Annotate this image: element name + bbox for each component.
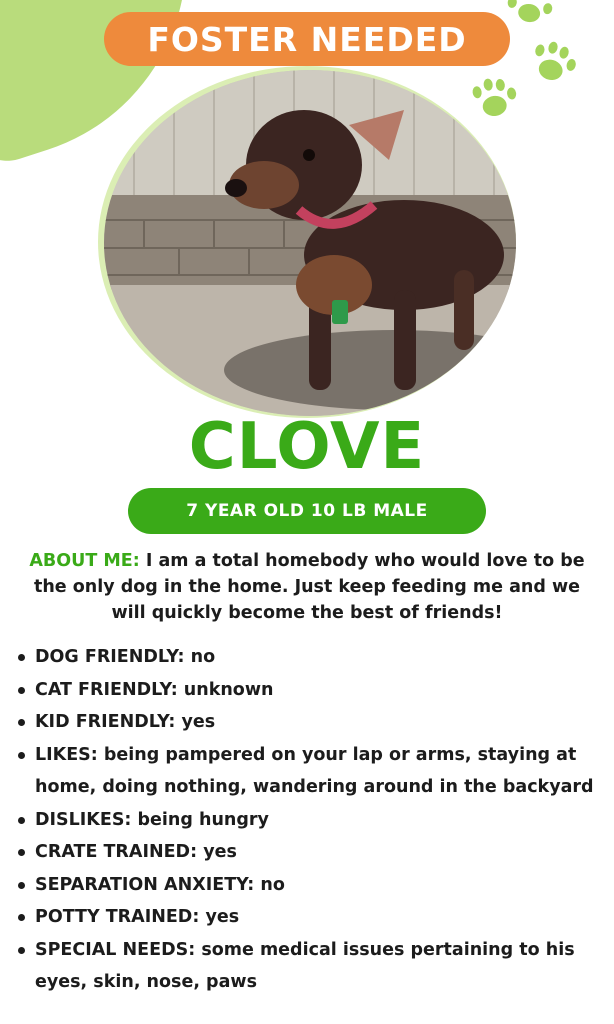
fact-likes	[14, 739, 610, 804]
fact-value: yes	[205, 907, 240, 927]
paw-print-icon	[523, 37, 581, 94]
foster-needed-banner	[104, 12, 510, 66]
fact-key: POTTY TRAINED:	[35, 907, 200, 927]
fact-key: SPECIAL NEEDS:	[35, 939, 196, 960]
facts-list	[14, 641, 610, 999]
fact-key: LIKES:	[35, 744, 98, 765]
pet-name: CLOVE	[188, 410, 426, 484]
fact-separation-anxiety	[14, 869, 610, 902]
pet-summary-badge	[128, 488, 486, 534]
fact-value: unknown	[183, 679, 274, 700]
fact-dislikes	[14, 804, 610, 837]
fact-value: no	[190, 647, 216, 667]
fact-value: some medical issues pertaining to his eyes, skin, nose, paws	[35, 939, 575, 992]
fact-value: yes	[203, 842, 237, 862]
fact-value: no	[260, 874, 285, 895]
fact-value: being hungry	[137, 809, 269, 830]
about-section	[22, 548, 592, 626]
dog-photo	[104, 70, 516, 416]
banner-title: FOSTER NEEDED	[147, 19, 467, 59]
about-text: I am a total homebody who would love to be the only dog in the home. Just keep feeding me and we will quickly become the best of friends!	[33, 551, 585, 623]
fact-value: being pampered on your lap or arms, staying at home, doing nothing, wandering around in the backyard	[35, 744, 594, 797]
fact-key: KID FRIENDLY:	[35, 712, 176, 732]
fact-kid-friendly	[14, 706, 610, 739]
fact-crate-trained	[14, 836, 610, 869]
fact-key: DOG FRIENDLY:	[35, 647, 185, 667]
paw-print-icon	[467, 75, 521, 127]
fact-key: DISLIKES:	[35, 809, 132, 830]
fact-special-needs	[14, 934, 610, 999]
fact-dog-friendly	[14, 641, 610, 674]
fact-cat-friendly	[14, 674, 610, 707]
about-label: ABOUT ME:	[29, 551, 140, 571]
fact-potty-trained	[14, 901, 610, 934]
fact-key: SEPARATION ANXIETY:	[35, 874, 255, 895]
pet-summary-text: 7 YEAR OLD 10 LB MALE	[186, 501, 428, 521]
fact-value: yes	[181, 712, 216, 732]
fact-key: CAT FRIENDLY:	[35, 679, 178, 700]
paw-print-icon	[504, 0, 554, 32]
fact-key: CRATE TRAINED:	[35, 842, 198, 862]
